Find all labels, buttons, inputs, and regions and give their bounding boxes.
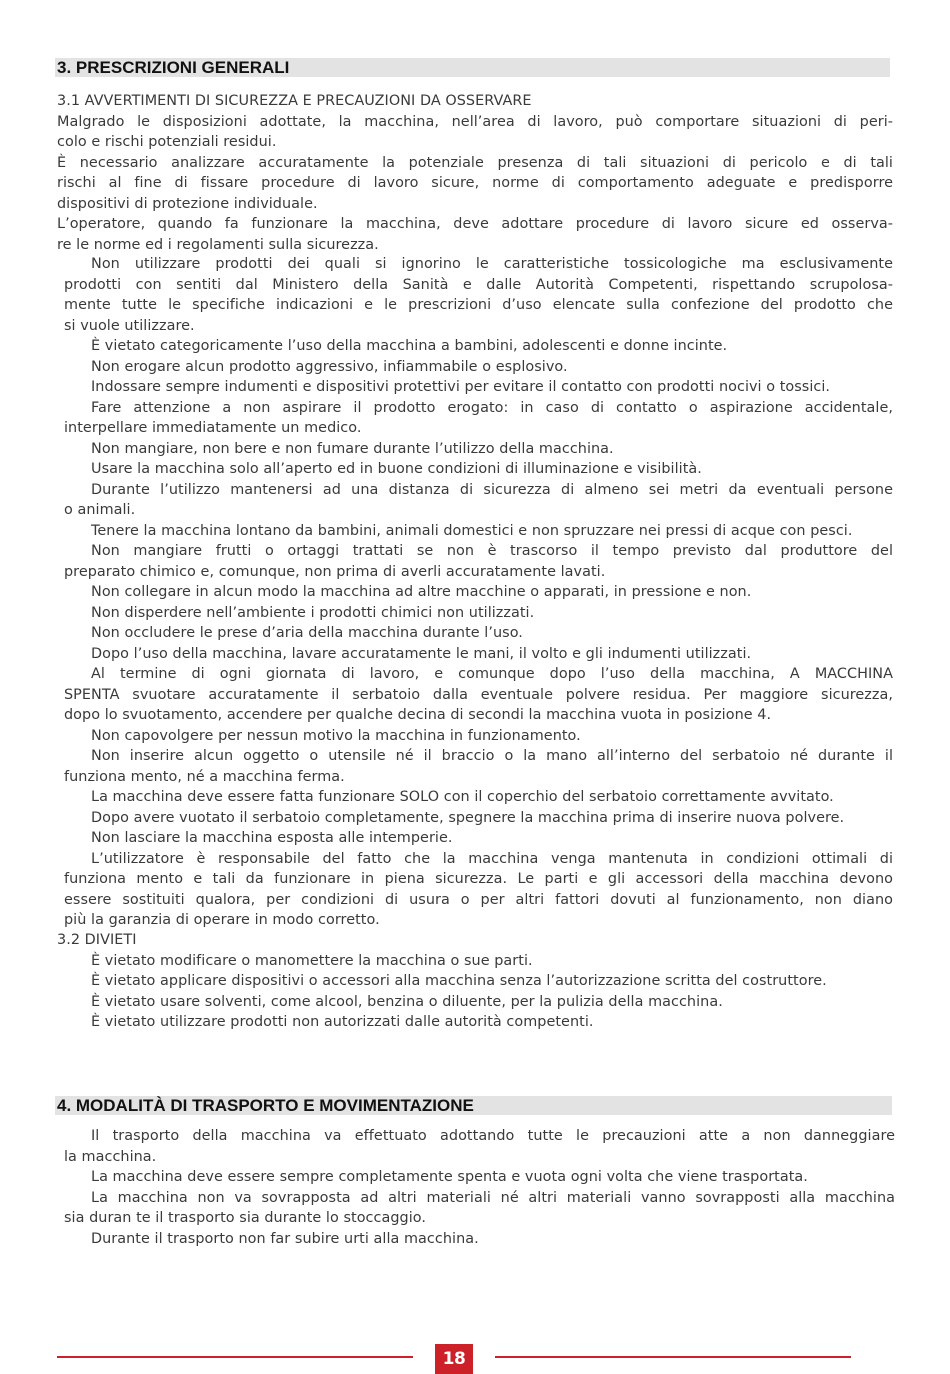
intro-line: rischi al fine di fissare procedure di lavoro sicure, norme di comportamento adeguate e predisporre xyxy=(57,175,893,191)
subsection-3-1-title: 3.1 AVVERTIMENTI DI SICUREZZA E PRECAUZIONI DA OSSERVARE xyxy=(57,93,532,109)
paragraph-line: dopo lo svuotamento, accendere per qualche decina di secondi la macchina vuota in posizione 4. xyxy=(64,707,772,723)
paragraph-line: prodotti con sentiti dal Ministero della Sanità e dalle Autorità Competenti, rispettando scrupolosa- xyxy=(64,276,893,293)
paragraph-line: Dopo l’uso della macchina, lavare accuratamente le mani, il volto e gli indumenti utilizzati. xyxy=(91,645,752,662)
paragraph-line: Non mangiare, non bere e non fumare durante l’utilizzo della macchina. xyxy=(91,440,614,457)
paragraph-line: Non capovolgere per nessun motivo la macchina in funzionamento. xyxy=(91,727,581,744)
paragraph-line: la macchina. xyxy=(64,1148,157,1165)
paragraph-line: Non erogare alcun prodotto aggressivo, infiammabile o esplosivo. xyxy=(91,358,568,375)
intro-paragraph xyxy=(57,112,893,256)
footer-rule-left xyxy=(57,1356,413,1358)
paragraph-line: La macchina non va sovrapposta ad altri materiali né altri materiali vanno sovrapposti alla macchina xyxy=(91,1189,895,1206)
paragraph-line: Tenere la macchina lontano da bambini, animali domestici e non spruzzare nei pressi di acque con pesci. xyxy=(91,522,853,539)
paragraph-line: Usare la macchina solo all’aperto ed in buone condizioni di illuminazione e visibilità. xyxy=(91,461,702,477)
subsection-3-2-title: 3.2 DIVIETI xyxy=(57,932,137,948)
paragraph-line: La macchina deve essere fatta funzionare SOLO con il coperchio del serbatoio correttamente avvitato. xyxy=(91,789,834,805)
section-3-2-block xyxy=(57,930,893,1033)
paragraph-line: Dopo avere vuotato il serbatoio completamente, spegnere la macchina prima di inserire nuova polvere. xyxy=(91,809,845,826)
footer-rule-right xyxy=(495,1356,851,1358)
paragraph-line: sia duran te il trasporto sia durante lo stoccaggio. xyxy=(64,1210,426,1226)
divieto-item: È vietato applicare dispositivi o accessori alla macchina senza l’autorizzazione scritta del costruttore. xyxy=(91,973,827,989)
paragraph-line: Non collegare in alcun modo la macchina ad altre macchine o apparati, in pressione e non. xyxy=(91,584,752,600)
intro-line: re le norme ed i regolamenti sulla sicurezza. xyxy=(57,236,379,253)
paragraph-line: Non lasciare la macchina esposta alle intemperie. xyxy=(91,830,453,846)
intro-line: colo e rischi potenziali residui. xyxy=(57,134,277,150)
divieto-item: È vietato utilizzare prodotti non autorizzati dalle autorità competenti. xyxy=(91,1014,594,1030)
section-3-title: 3. PRESCRIZIONI GENERALI xyxy=(55,58,890,77)
paragraph-line: Al termine di ogni giornata di lavoro, e comunque dopo l’uso della macchina, A MACCHINA xyxy=(91,666,893,682)
paragraph-line: funziona mento, né a macchina ferma. xyxy=(64,768,345,785)
paragraph-line: più la garanzia di operare in modo corretto. xyxy=(64,912,380,928)
paragraph-line: o animali. xyxy=(64,502,136,518)
intro-line: L’operatore, quando fa funzionare la macchina, deve adottare procedure di lavoro sicure ed osserva- xyxy=(57,216,893,232)
paragraph-line: essere sostituiti qualora, per condizioni di usura o per altri fattori dovuti al funzionamento, non diano xyxy=(64,891,893,908)
safety-rules-list xyxy=(64,254,893,931)
paragraph-line: Non utilizzare prodotti dei quali si ignorino le caratteristiche tossicologiche ma esclusivamente xyxy=(91,256,893,272)
paragraph-line: L’utilizzatore è responsabile del fatto che la macchina venga mantenuta in condizioni ottimali di xyxy=(91,850,893,867)
transport-paragraphs xyxy=(64,1126,895,1249)
paragraph-line: mente tutte le specifiche indicazioni e le prescrizioni d’uso elencate sulla confezione del prodotto che xyxy=(64,297,893,313)
paragraph-line: funziona mento e tali da funzionare in piena sicurezza. Le parti e gli accessori della macchina devono xyxy=(64,871,893,887)
paragraph-line: È vietato categoricamente l’uso della macchina a bambini, adolescenti e donne incinte. xyxy=(91,338,728,354)
paragraph-line: Fare attenzione a non aspirare il prodotto erogato: in caso di contatto o aspirazione accidentale, xyxy=(91,399,893,416)
paragraph-line: interpellare immediatamente un medico. xyxy=(64,420,362,436)
page-number: 18 xyxy=(435,1344,473,1374)
paragraph-line: Durante il trasporto non far subire urti alla macchina. xyxy=(91,1230,479,1247)
intro-line: Malgrado le disposizioni adottate, la macchina, nell’area di lavoro, può comportare situazioni di peri- xyxy=(57,113,893,130)
paragraph-line: Non inserire alcun oggetto o utensile né il braccio o la mano all’interno del serbatoio né durante il xyxy=(91,748,893,764)
paragraph-line: Durante l’utilizzo mantenersi ad una distanza di sicurezza di almeno sei metri da eventuali persone xyxy=(91,481,893,498)
divieto-item: È vietato usare solventi, come alcool, benzina o diluente, per la pulizia della macchina. xyxy=(91,993,723,1010)
intro-line: È necessario analizzare accuratamente la potenziale presenza di tali situazioni di pericolo e di tali xyxy=(57,154,893,171)
paragraph-line: Non disperdere nell’ambiente i prodotti chimici non utilizzati. xyxy=(91,604,535,621)
paragraph-line: si vuole utilizzare. xyxy=(64,317,195,334)
paragraph-line: Non occludere le prese d’aria della macchina durante l’uso. xyxy=(91,625,523,641)
paragraph-line: preparato chimico e, comunque, non prima di averli accuratamente lavati. xyxy=(64,563,606,580)
paragraph-line: Non mangiare frutti o ortaggi trattati se non è trascorso il tempo previsto dal produttore del xyxy=(91,543,893,559)
divieto-item: È vietato modificare o manomettere la macchina o sue parti. xyxy=(91,952,533,969)
paragraph-line: Il trasporto della macchina va effettuato adottando tutte le precauzioni atte a non danneggiare xyxy=(91,1128,895,1144)
paragraph-line: SPENTA svuotare accuratamente il serbatoio dalla eventuale polvere residua. Per maggiore sicurezza, xyxy=(64,686,893,703)
paragraph-line: Indossare sempre indumenti e dispositivi protettivi per evitare il contatto con prodotti nocivi o tossici. xyxy=(91,379,831,395)
section-3-1-block xyxy=(57,91,893,255)
intro-line: dispositivi di protezione individuale. xyxy=(57,195,318,212)
paragraph-line: La macchina deve essere sempre completamente spenta e vuota ogni volta che viene trasportata. xyxy=(91,1169,808,1185)
section-4-title: 4. MODALITÀ DI TRASPORTO E MOVIMENTAZIONE xyxy=(55,1096,892,1115)
